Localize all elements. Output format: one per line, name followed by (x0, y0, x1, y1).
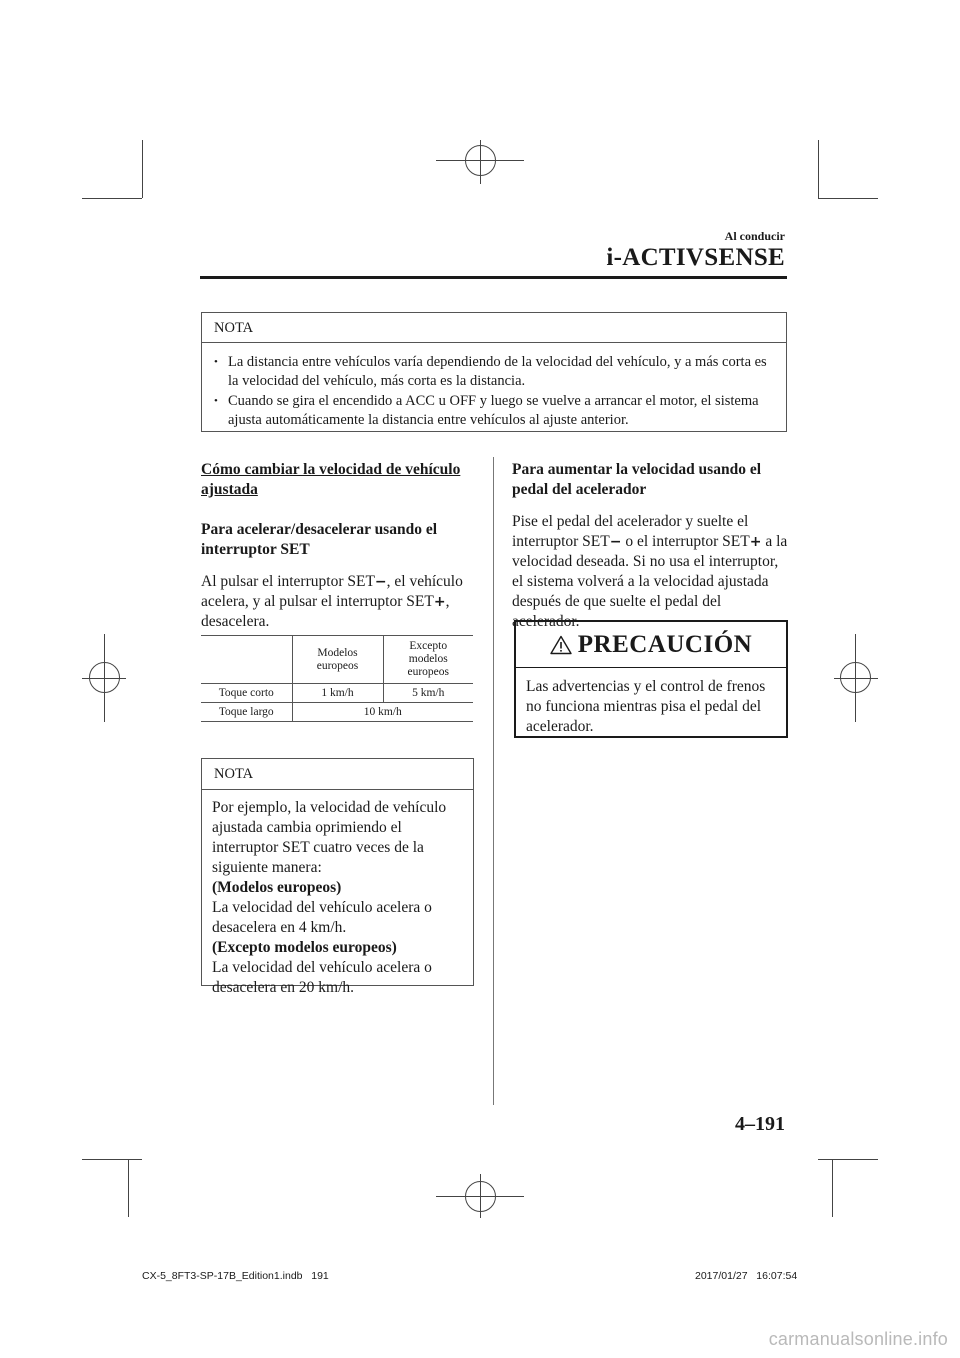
note-label: NOTA (202, 313, 786, 343)
warning-icon (550, 635, 572, 655)
table-row (201, 703, 473, 722)
table-cell: 5 km/h (383, 684, 473, 703)
column-divider (493, 457, 494, 1105)
section-label: Al conducir (724, 229, 785, 243)
note-other-label: (Excepto modelos europeos) (212, 939, 397, 956)
note-eu-label: (Modelos europeos) (212, 879, 342, 896)
page-title: i-ACTIVSENSE (606, 244, 785, 271)
caution-header (516, 622, 786, 668)
note-eu-text: La velocidad del vehículo acelera o desacelera en 4 km/h. (212, 899, 432, 936)
note-item: • La distancia entre vehículos varía dependiendo de la velocidad del vehículo, y a más corta es la velocidad del vehículo, más corta es la distancia. (202, 353, 774, 391)
watermark: carmanualsonline.info (768, 1329, 948, 1349)
caution-text: Las advertencias y el control de frenos no funciona mientras pisa el pedal del acelerador. (526, 678, 766, 735)
table-cell: 10 km/h (292, 703, 473, 722)
table-row (201, 684, 473, 703)
note-box-left (201, 758, 474, 996)
subheading-set-switch: Para acelerar/desacelerar usando el interruptor SET (201, 521, 438, 558)
para-text: Pise el pedal del acelerador y suelte el interruptor SET (512, 513, 749, 550)
note-item: • Cuando se gira el encendido a ACC u OFF y luego se vuelve a arrancar el motor, el sistema ajusta automáticamente la distancia entre vehículos al ajuste anterior. (202, 392, 774, 430)
right-column (512, 460, 788, 632)
set-plus-symbol: + (749, 534, 762, 550)
set-switch-paragraph (201, 572, 475, 632)
speed-table (201, 635, 473, 722)
section-heading: Cómo cambiar la velocidad de vehículo ajustada (201, 461, 461, 498)
left-column (201, 460, 475, 632)
para-text: a la velocidad deseada. Si no usa el interruptor, el sistema volverá a la velocidad ajustada después de que suelte el pedal del acelerador. (512, 533, 788, 630)
caution-title: PRECAUCIÓN (577, 630, 753, 658)
accelerator-paragraph (512, 512, 788, 632)
table-header-cell: Excepto modelos europeos (383, 636, 473, 684)
caution-box (514, 620, 788, 738)
para-text: , desacelera. (201, 593, 450, 630)
table-header-cell (201, 636, 292, 684)
table-cell: 1 km/h (292, 684, 383, 703)
set-minus-symbol: − (609, 534, 622, 550)
note-body (202, 790, 473, 998)
note-other-text: La velocidad del vehículo acelera o desacelera en 20 km/h. (212, 959, 432, 996)
table-cell: Toque corto (201, 684, 292, 703)
table-cell: Toque largo (201, 703, 292, 722)
table-header-cell: Modelos europeos (292, 636, 383, 684)
set-minus-symbol: − (374, 574, 387, 590)
table-header-row (201, 636, 473, 684)
note-list (202, 343, 786, 430)
note-box-top (201, 312, 787, 432)
subheading-accelerator: Para aumentar la velocidad usando el pedal del acelerador (512, 461, 762, 498)
para-text: , el vehículo acelera, y al pulsar el interruptor SET (201, 573, 463, 610)
para-text: Al pulsar el interruptor SET (201, 573, 375, 590)
footer-file: CX-5_8FT3-SP-17B_Edition1.indb 191 (142, 1270, 329, 1282)
footer-timestamp: 2017/01/27 16:07:54 (695, 1270, 798, 1282)
para-text: o el interruptor SET (621, 533, 750, 550)
set-plus-symbol: + (433, 594, 446, 610)
note-label: NOTA (202, 759, 473, 790)
page-number: 4–191 (735, 1113, 785, 1135)
note-intro: Por ejemplo, la velocidad de vehículo ajustada cambia oprimiendo el interruptor SET cuatro veces de la siguiente manera: (212, 799, 447, 876)
header-rule (200, 276, 787, 279)
